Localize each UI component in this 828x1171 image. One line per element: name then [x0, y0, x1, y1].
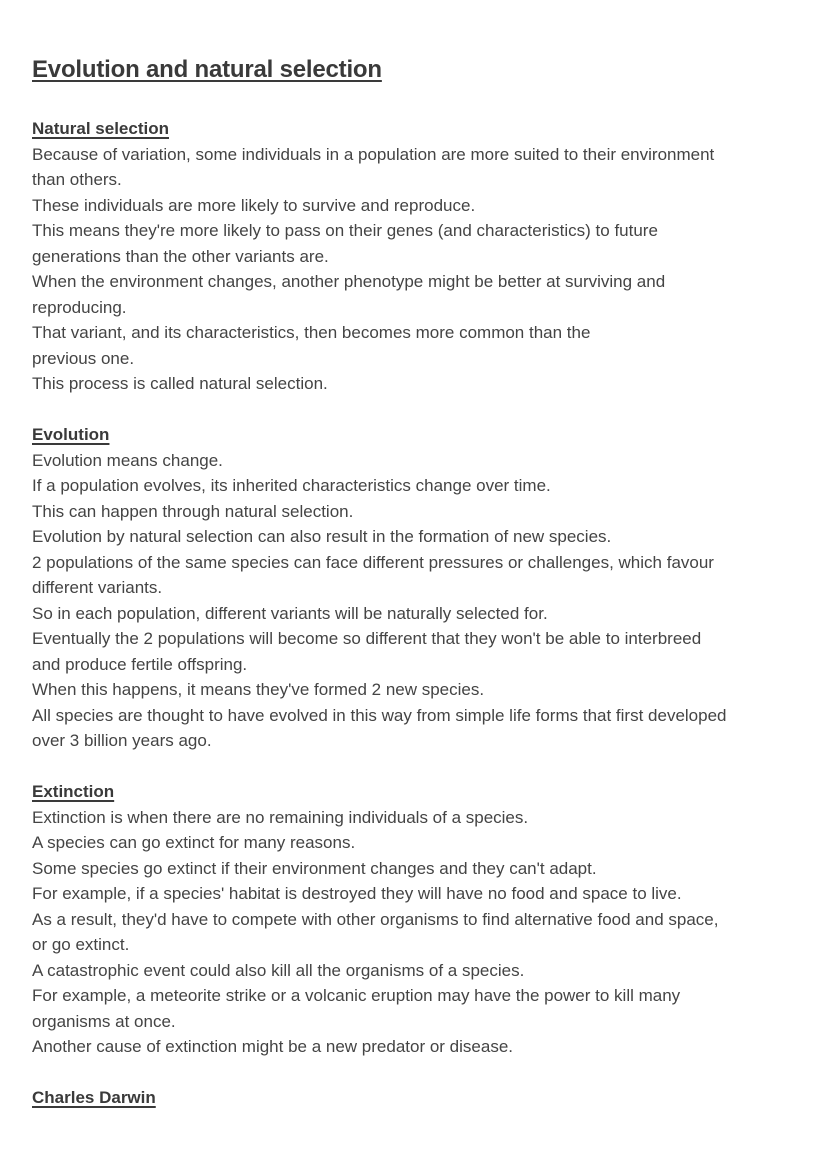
paragraph-line: than others. — [32, 170, 122, 189]
paragraph-line: reproducing. — [32, 297, 127, 317]
paragraph-line: Because of variation, some individuals in a population are more suited to their environment — [32, 144, 715, 164]
paragraph-line: This means they're more likely to pass on their genes (and characteristics) to future — [32, 221, 658, 240]
paragraph-line: 2 populations of the same species can face different pressures or challenges, which favour — [32, 552, 714, 572]
paragraph-line: As a result, they'd have to compete with other organisms to find alternative food and space, — [32, 909, 719, 929]
paragraph-line: So in each population, different variants will be naturally selected for. — [32, 603, 548, 623]
section-extinction — [32, 779, 796, 1060]
paragraph-line: and produce fertile offspring. — [32, 654, 248, 674]
paragraph-line: generations than the other variants are. — [32, 246, 329, 266]
section-charles-darwin — [32, 1085, 796, 1111]
paragraph-line: For example, a meteorite strike or a volcanic eruption may have the power to kill many — [32, 986, 681, 1005]
paragraph-line: Eventually the 2 populations will become so different that they won't be able to interbreed — [32, 629, 702, 648]
paragraph-line: When the environment changes, another phenotype might be better at surviving and — [32, 272, 666, 291]
paragraph-line: or go extinct. — [32, 935, 130, 954]
paragraph-line: A catastrophic event could also kill all the organisms of a species. — [32, 960, 525, 980]
section-heading-natural-selection: Natural selection — [32, 119, 169, 138]
paragraph-line: For example, if a species' habitat is destroyed they will have no food and space to live. — [32, 884, 682, 903]
paragraph-line: Evolution means change. — [32, 450, 223, 470]
section-heading-evolution: Evolution — [32, 425, 110, 444]
paragraph-line: This can happen through natural selection. — [32, 501, 354, 521]
paragraph-line: organisms at once. — [32, 1011, 176, 1031]
paragraph-line: Another cause of extinction might be a new predator or disease. — [32, 1037, 514, 1056]
paragraph-line: Some species go extinct if their environment changes and they can't adapt. — [32, 858, 597, 878]
paragraph-line: A species can go extinct for many reasons. — [32, 833, 356, 852]
paragraph-line: Extinction is when there are no remaining individuals of a species. — [32, 807, 529, 827]
section-evolution — [32, 422, 796, 754]
section-heading-extinction: Extinction — [32, 782, 115, 801]
paragraph-line: different variants. — [32, 578, 163, 597]
paragraph-line: If a population evolves, its inherited characteristics change over time. — [32, 476, 551, 495]
document-title: Evolution and natural selection — [32, 56, 382, 83]
section-heading-charles-darwin: Charles Darwin — [32, 1088, 156, 1107]
paragraph-line: previous one. — [32, 348, 135, 368]
paragraph-line: That variant, and its characteristics, then becomes more common than the — [32, 323, 591, 342]
paragraph-line: When this happens, it means they've formed 2 new species. — [32, 680, 485, 699]
paragraph-line: over 3 billion years ago. — [32, 731, 212, 750]
paragraph-line: These individuals are more likely to survive and reproduce. — [32, 195, 476, 215]
section-natural-selection — [32, 116, 796, 397]
paragraph-line: This process is called natural selection. — [32, 374, 328, 393]
paragraph-line: All species are thought to have evolved in this way from simple life forms that first developed — [32, 705, 727, 725]
paragraph-line: Evolution by natural selection can also result in the formation of new species. — [32, 527, 612, 546]
